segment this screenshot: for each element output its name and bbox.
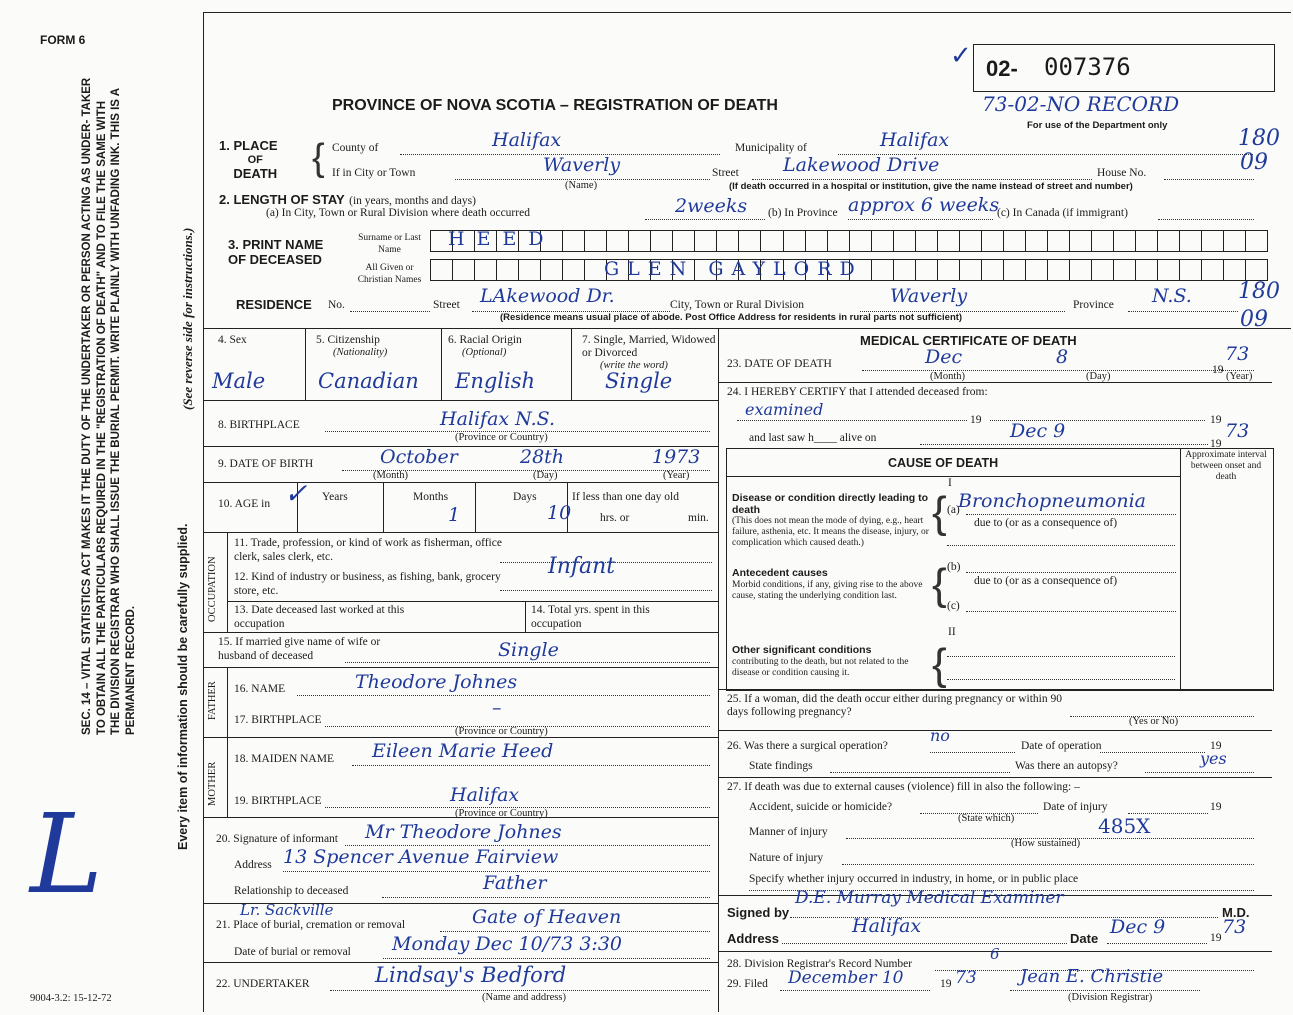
date-value: Dec 9	[1110, 916, 1166, 938]
residence-street-value: LAkewood Dr.	[480, 285, 615, 307]
death-year: 73	[1225, 343, 1250, 365]
dob-month: October	[380, 446, 458, 468]
birthplace-value: Halifax N.S.	[440, 408, 555, 430]
date-op-label: Date of operation	[1021, 740, 1102, 752]
relationship-label: Relationship to deceased	[234, 885, 349, 897]
initial-mark: L	[30, 790, 104, 918]
cause-title: CAUSE OF DEATH	[888, 456, 999, 470]
md-label: M.D.	[1222, 905, 1250, 920]
municipality-label: Municipality of	[735, 142, 807, 154]
age-check-mark: ✓	[284, 477, 308, 510]
q27-label: 27. If death was due to external causes (violence) fill in also the following: –	[727, 781, 1080, 793]
birthplace-label: 8. BIRTHPLACE	[218, 419, 300, 431]
surname-boxes	[430, 230, 1268, 252]
registrar-signature: Jean E. Christie	[1020, 966, 1164, 987]
city-caption: (Name)	[565, 180, 598, 191]
given-names-label: All Given or Christian Names	[357, 263, 422, 285]
surname-value: HEED	[448, 228, 556, 250]
side-instructions: SEC. 14 – VITAL STATISTICS ACT MAKES IT THE DUTY OF THE UNDERTAKER OR PERSON ACTING AS UNDER- TAKER TO OBTAIN ALL THE PARTICULARS REQUIRED IN THE "REGISTRATION OF DEATH" AND TO FILE THE SAME WITH THE DIVISION REGISTRAR WHO SHALL ISSUE THE BURIAL PERMIT. WRITE PLAINLY WITH UNFADING INK. THIS IS A PERMANENT RECORD.	[81, 77, 137, 735]
surname-label: Surname or Last Name	[358, 233, 421, 255]
q11-label: 11. Trade, profession, or kind of work as fisherman, office clerk, sales clerk, etc.	[234, 537, 502, 563]
state-which-caption: (State which)	[958, 813, 1015, 824]
birthplace-caption: (Province or Country)	[455, 432, 548, 443]
date-injury-label: Date of injury	[1043, 801, 1108, 813]
q24-label: 24. I HEREBY CERTIFY that I attended deceased from:	[727, 386, 988, 398]
father-name-label: 16. NAME	[234, 683, 286, 695]
citizenship-label: 5. Citizenship	[316, 334, 380, 346]
section-divider	[203, 328, 1291, 329]
mother-birthplace-caption: (Province or Country)	[455, 808, 548, 819]
date-injury-year: 19	[1210, 801, 1222, 813]
min-label: min.	[688, 512, 709, 524]
yes-no-caption: (Yes or No)	[1129, 716, 1179, 727]
length-of-stay: 2. LENGTH OF STAY (in years, months and days)	[219, 192, 476, 207]
manner-label: Manner of injury	[749, 826, 828, 838]
mother-maiden-label: 18. MAIDEN NAME	[234, 753, 334, 765]
age-months-value: 1	[448, 504, 461, 526]
spouse-label: 15. If married give name of wife or husband of deceased	[218, 636, 381, 662]
side-instructions-3: (See reverse side for instructions.)	[180, 227, 195, 410]
residence-no-label: No.	[328, 299, 345, 311]
last-saw-label: and last saw h____ alive on	[749, 432, 877, 444]
marital-value: Single	[605, 369, 673, 393]
mother-birthplace-label: 19. BIRTHPLACE	[234, 795, 322, 807]
county-value: Halifax	[492, 129, 562, 151]
direct-cause-label: Disease or condition directly leading to death	[732, 492, 929, 516]
other-conditions-label: Other significant conditions	[732, 644, 872, 656]
racial-sub: (Optional)	[462, 347, 507, 358]
dob-label: 9. DATE OF BIRTH	[218, 458, 314, 470]
cause-a-value: Bronchopneumonia	[958, 490, 1147, 512]
medical-title: MEDICAL CERTIFICATE OF DEATH	[860, 333, 1077, 348]
burial-label: 21. Place of burial, cremation or removal	[216, 919, 406, 931]
sex-label: 4. Sex	[218, 334, 247, 346]
column-divider	[718, 328, 719, 1012]
q26-label: 26. Was there a surgical operation?	[727, 740, 888, 752]
municipality-value: Halifax	[880, 129, 950, 151]
death-day-caption: (Day)	[1086, 371, 1111, 382]
q25-label: 25. If a woman, did the death occur either during pregnancy or within 90 days following pregnancy?	[727, 693, 1062, 718]
nature-label: Nature of injury	[749, 852, 824, 864]
antecedent-label: Antecedent causes	[732, 567, 828, 579]
antecedent-note: Morbid conditions, if any, giving rise to the above cause, stating the underlying condition last.	[732, 580, 923, 601]
residence-label: RESIDENCE	[236, 297, 312, 312]
registrar-caption: (Division Registrar)	[1068, 992, 1153, 1003]
frame-top	[203, 12, 1291, 13]
marital-label: 7. Single, Married, Widowed or Divorced	[582, 334, 716, 359]
years-label: Years	[322, 491, 348, 503]
citizenship-value: Canadian	[318, 369, 419, 393]
form-code: 9004-3.2: 15-12-72	[30, 993, 112, 1004]
stay-a-label: (a) In City, Town or Rural Division where death occurred	[266, 207, 530, 219]
manner-code: 485X	[1098, 814, 1151, 838]
occupation-value: Infant	[548, 554, 616, 579]
death-month-caption: (Month)	[930, 371, 965, 382]
q26-value: no	[930, 726, 950, 745]
last-saw-value: Dec 9	[1010, 420, 1066, 442]
date-year: 73	[1222, 916, 1247, 938]
cause-brace-2-icon: {	[932, 560, 947, 609]
undertaker-value: Lindsay's Bedford	[375, 963, 567, 987]
burial-date-value: Monday Dec 10/73 3:30	[392, 933, 623, 955]
age-days-value: 10	[547, 502, 572, 524]
racial-label: 6. Racial Origin	[448, 334, 522, 346]
burial-date-label: Date of burial or removal	[234, 946, 351, 958]
form-id: FORM 6	[40, 33, 86, 47]
informant-value: Mr Theodore Johnes	[365, 821, 562, 843]
address-label: Address	[727, 931, 780, 946]
street-label: Street	[712, 167, 739, 179]
undertaker-caption: (Name and address)	[482, 992, 566, 1003]
part-2-label: II	[948, 626, 956, 638]
informant-address-label: Address	[234, 859, 272, 871]
residence-street-label: Street	[433, 299, 460, 311]
other-conditions-note: contributing to the death, but not related to the disease or condition causing it.	[732, 657, 909, 678]
cause-brace-1-icon: {	[932, 488, 947, 537]
burial-place-note: Lr. Sackville	[240, 901, 334, 919]
part-1-label: I	[948, 477, 952, 489]
sex-value: Male	[212, 369, 266, 393]
date-op-year: 19	[1210, 740, 1222, 752]
side-instructions-2: Every item of information should be carefully supplied.	[176, 523, 190, 850]
q24-year-to: 19	[1210, 414, 1222, 426]
cause-b-label: (b)	[947, 561, 961, 573]
check-mark-icon: ✓	[950, 40, 972, 70]
residence-note: (Residence means usual place of abode. Post Office Address for residents in rural parts not sufficient)	[500, 312, 963, 323]
frame-left	[203, 12, 204, 1012]
given-names-value: GLEN GAYLORD	[604, 258, 863, 280]
cause-c-label: (c)	[947, 600, 960, 612]
place-code-1: 180	[1238, 126, 1280, 151]
age-label: 10. AGE in	[218, 498, 271, 510]
citizenship-sub: (Nationality)	[333, 347, 388, 358]
death-month: Dec	[925, 346, 963, 368]
father-birthplace-caption: (Province or Country)	[455, 726, 548, 737]
residence-province-label: Province	[1073, 299, 1114, 311]
burial-place-value: Gate of Heaven	[472, 906, 622, 928]
residence-city-label: City, Town or Rural Division	[670, 299, 805, 311]
mother-birthplace-value: Halifax	[450, 784, 520, 806]
accident-label: Accident, suicide or homicide?	[749, 801, 893, 813]
q23-label: 23. DATE OF DEATH	[727, 358, 832, 370]
stay-b-label: (b) In Province	[768, 207, 838, 219]
stay-b-value: approx 6 weeks	[848, 194, 1000, 216]
last-saw-year: 73	[1225, 420, 1250, 442]
form-title: PROVINCE OF NOVA SCOTIA – REGISTRATION OF DEATH	[332, 97, 778, 114]
father-name-value: Theodore Johnes	[355, 671, 518, 693]
relationship-value: Father	[483, 872, 547, 894]
department-note: 73-02-NO RECORD	[982, 92, 1180, 116]
informant-label: 20. Signature of informant	[216, 833, 339, 845]
q12-label: 12. Kind of industry or business, as fishing, bank, grocery store, etc.	[234, 571, 501, 597]
cause-brace-3-icon: {	[932, 640, 947, 689]
hospital-note: (If death occurred in a hospital or institution, give the name instead of street and number)	[729, 181, 1133, 192]
registration-number: 007376	[1044, 53, 1131, 81]
racial-value: English	[455, 369, 536, 393]
q29-label: 29. Filed	[727, 978, 768, 990]
county-label: County of	[332, 142, 379, 154]
q24-value: examined	[745, 400, 824, 419]
registration-prefix: 02-	[986, 56, 1018, 81]
address-value: Halifax	[852, 915, 922, 937]
residence-city-value: Waverly	[890, 285, 968, 307]
dob-month-caption: (Month)	[373, 470, 408, 481]
department-label: For use of the Department only	[1027, 120, 1168, 131]
residence-province-value: N.S.	[1152, 285, 1192, 307]
cause-a-label: (a)	[947, 504, 960, 516]
occupation-side-label: OCCUPATION	[207, 556, 218, 622]
dob-year: 1973	[652, 446, 701, 468]
interval-label: Approximate interval between onset and death	[1185, 450, 1267, 482]
less-than-day-label: If less than one day old	[572, 491, 679, 503]
undertaker-label: 22. UNDERTAKER	[216, 978, 310, 990]
death-year-caption: (Year)	[1226, 371, 1253, 382]
dob-day: 28th	[520, 446, 565, 468]
residence-code-2: 09	[1240, 307, 1268, 332]
days-label: Days	[513, 491, 537, 503]
father-birthplace-value: –	[492, 697, 502, 719]
city-label: If in City or Town	[332, 167, 416, 179]
q13-label: 13. Date deceased last worked at this occupation	[234, 604, 405, 630]
brace-icon: {	[312, 137, 325, 179]
q28-label: 28. Division Registrar's Record Number	[727, 958, 913, 970]
filed-year-prefix: 19	[940, 978, 952, 990]
father-birthplace-label: 17. BIRTHPLACE	[234, 714, 322, 726]
cause-due-to-2: due to (or as a consequence of)	[974, 575, 1118, 587]
street-value: Lakewood Drive	[783, 154, 940, 176]
place-of-death-label: 1. PLACE OF DEATH	[219, 138, 278, 181]
direct-cause-note: (This does not mean the mode of dying, e.g., heart failure, asthenia, etc. It means the disease, injury, or complication which caused death.)	[732, 516, 929, 548]
date-label: Date	[1070, 931, 1099, 946]
death-year-prefix: 19	[1212, 364, 1224, 376]
residence-code-1: 180	[1238, 279, 1280, 304]
how-sustained-caption: (How sustained)	[1011, 838, 1081, 849]
q28-value: 6	[990, 945, 1000, 963]
registration-number-box	[973, 44, 1275, 92]
informant-address-value: 13 Spencer Avenue Fairview	[283, 846, 559, 868]
deceased-name-label: 3. PRINT NAME OF DECEASED	[228, 237, 324, 267]
father-side-label: FATHER	[207, 681, 218, 720]
last-saw-year-prefix: 19	[1210, 438, 1222, 450]
q24-year-from: 19	[970, 414, 982, 426]
specify-label: Specify whether injury occurred in industry, in home, or in public place	[749, 873, 1079, 885]
findings-label: State findings	[749, 760, 813, 772]
dob-day-caption: (Day)	[533, 470, 558, 481]
stay-c-label: (c) In Canada (if immigrant)	[997, 207, 1128, 219]
signed-value: D.E. Murray Medical Examiner	[795, 888, 1064, 908]
hrs-label: hrs. or	[600, 512, 630, 524]
death-day: 8	[1056, 346, 1069, 368]
months-label: Months	[413, 491, 449, 503]
filed-year: 73	[955, 968, 977, 988]
filed-value: December 10	[788, 968, 904, 988]
q14-label: 14. Total yrs. spent in this occupation	[531, 604, 650, 630]
house-label: House No.	[1097, 167, 1147, 179]
signed-label: Signed by	[727, 905, 790, 920]
dob-year-caption: (Year)	[663, 470, 690, 481]
marital-sub: (write the word)	[600, 360, 668, 371]
mother-side-label: MOTHER	[207, 761, 218, 806]
city-value: Waverly	[543, 154, 621, 176]
stay-a-value: 2weeks	[675, 195, 748, 217]
autopsy-value: yes	[1200, 749, 1227, 768]
place-code-2: 09	[1240, 150, 1268, 175]
mother-maiden-value: Eileen Marie Heed	[372, 740, 554, 762]
date-year-prefix: 19	[1210, 932, 1222, 944]
autopsy-label: Was there an autopsy?	[1015, 760, 1118, 772]
spouse-value: Single	[498, 639, 559, 661]
cause-due-to-1: due to (or as a consequence of)	[974, 517, 1118, 529]
